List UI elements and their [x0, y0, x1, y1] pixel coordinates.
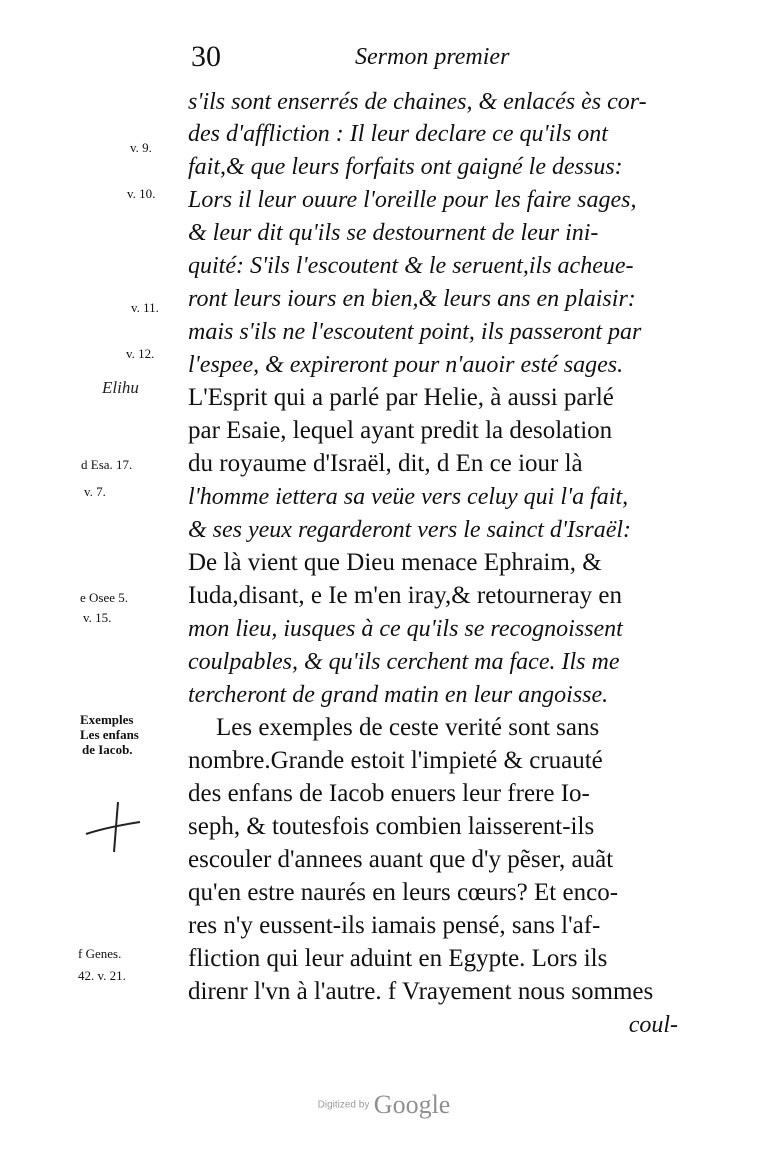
text-line: res n'y eussent-ils iamais pensé, sans l'af- — [188, 912, 601, 939]
running-title: Sermon premier — [355, 44, 510, 70]
text-line: par Esaie, lequel ayant predit la desolation — [188, 417, 613, 444]
digitized-label: Digitized by — [317, 1099, 370, 1111]
margin-citation: v. 7. — [84, 484, 106, 499]
margin-verse-ref: v. 11. — [131, 300, 159, 315]
text-line: qu'en estre naurés en leurs cœurs? Et enco- — [188, 879, 619, 906]
text-line: du royaume d'Israël, dit, d En ce iour là — [188, 450, 583, 477]
handwritten-note: Elihu — [102, 378, 139, 397]
text-line: & ses yeux regarderont vers le sainct d'Israël: — [188, 517, 632, 543]
text-line: escouler d'annees auant que d'y pẽser, auãt — [188, 846, 614, 873]
margin-heading: Exemples — [80, 712, 134, 727]
text-line: fait,& que leurs forfaits ont gaigné le dessus: — [188, 154, 623, 180]
margin-heading: Les enfans — [80, 727, 139, 742]
text-line: mon lieu, iusques à ce qu'ils se recognoissent — [188, 616, 623, 642]
page-number: 30 — [191, 40, 221, 73]
margin-citation: e Osee 5. — [80, 590, 129, 605]
text-line: ront leurs iours en bien,& leurs ans en plaisir: — [188, 286, 636, 312]
text-line: seph, & toutesfois combien laisserent-ils — [188, 813, 595, 840]
margin-citation: f Genes. — [78, 946, 122, 961]
text-line: L'Esprit qui a parlé par Helie, à aussi parlé — [188, 384, 614, 411]
text-line: s'ils sont enserrés de chaines, & enlacés ès cor- — [188, 89, 647, 115]
text-line: & leur dit qu'ils se destournent de leur ini- — [188, 220, 599, 246]
margin-citation: d Esa. 17. — [81, 457, 133, 472]
digitization-credit — [0, 1090, 768, 1120]
text-line: nombre.Grande estoit l'impieté & cruauté — [188, 747, 603, 774]
text-line: direnr l'vn à l'autre. f Vrayement nous sommes — [188, 978, 654, 1005]
page-header — [185, 40, 685, 80]
margin-citation: 42. v. 21. — [78, 968, 126, 983]
margin-citation: v. 15. — [83, 610, 112, 625]
google-logo: Google — [373, 1090, 451, 1119]
text-line: des d'affliction : Il leur declare ce qu'ils ont — [188, 121, 608, 147]
text-line: Les exemples de ceste verité sont sans — [216, 714, 600, 741]
text-line: tercheront de grand matin en leur angoisse. — [188, 682, 609, 708]
text-line: Lors il leur ouure l'oreille pour les faire sages, — [188, 187, 637, 213]
catchword: coul- — [628, 1012, 678, 1038]
margin-verse-ref: v. 12. — [126, 346, 155, 361]
text-line: De là vient que Dieu menace Ephraim, & — [188, 549, 602, 576]
text-line: l'homme iettera sa veüe vers celuy qui l'a fait, — [188, 484, 629, 510]
text-line: des enfans de Iacob enuers leur frere Io- — [188, 780, 590, 807]
text-line: mais s'ils ne l'escoutent point, ils passeront par — [188, 319, 642, 345]
text-line: quité: S'ils l'escoutent & le seruent,ils acheue- — [188, 253, 634, 279]
text-line: fliction qui leur aduint en Egypte. Lors ils — [188, 945, 608, 972]
text-line: coulpables, & qu'ils cerchent ma face. Ils me — [188, 649, 620, 675]
margin-verse-ref: v. 9. — [130, 140, 152, 155]
text-line: l'espee, & expireront pour n'auoir esté sages. — [188, 352, 624, 378]
margin-verse-ref: v. 10. — [127, 186, 156, 201]
text-line: Iuda,disant, e Ie m'en iray,& retourneray en — [188, 582, 622, 609]
handwritten-cross-mark — [84, 800, 144, 855]
margin-heading: de Iacob. — [82, 742, 133, 757]
